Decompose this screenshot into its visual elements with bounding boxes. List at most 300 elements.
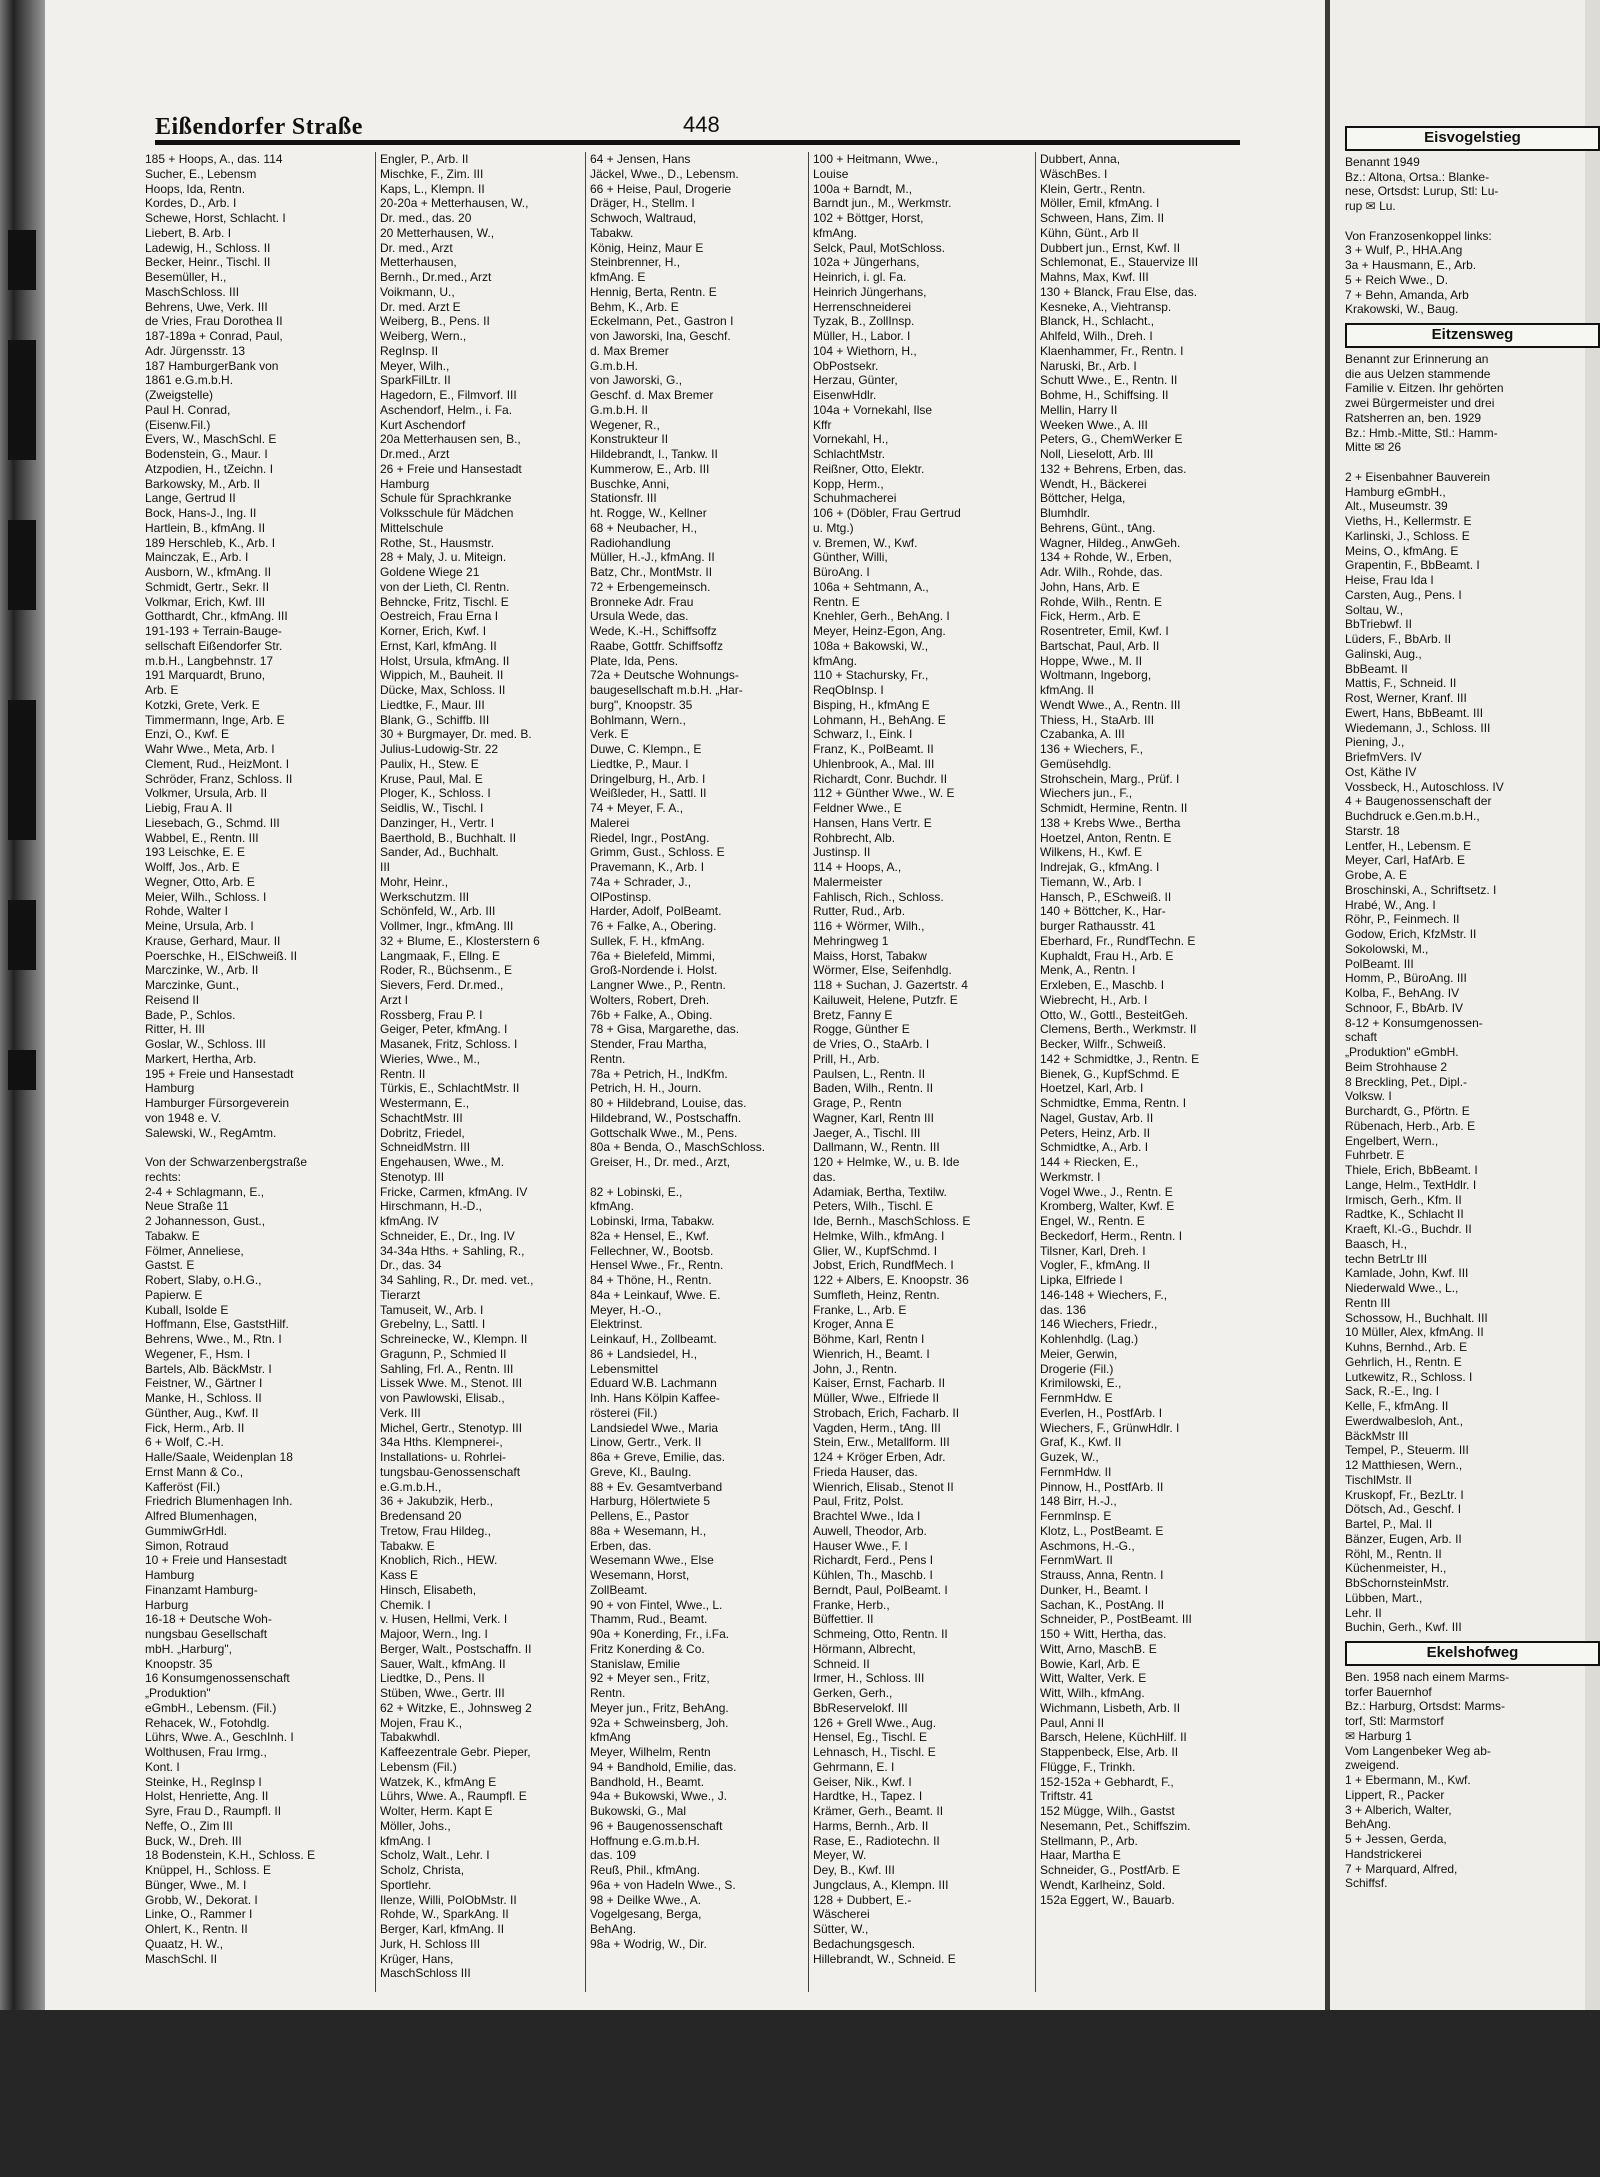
street-entry-line: Sack, R.-E., Ing. I [1345, 1384, 1440, 1399]
directory-entry-line: Bade, P., Schlos. [145, 1007, 236, 1022]
column-rule [1035, 152, 1036, 1992]
directory-entry-line: Schmidtke, A., Arb. I [1040, 1140, 1149, 1155]
directory-column-2 [380, 152, 598, 1981]
directory-entry-line: Hensel Wwe., Fr., Rentn. [590, 1258, 724, 1273]
directory-entry-line: Hagedorn, E., Filmvorf. III [380, 388, 517, 402]
directory-entry-line: 2-4 + Schlagmann, E., [145, 1184, 265, 1199]
directory-entry-line: Paul H. Conrad, [145, 402, 231, 417]
street-entry-line: Kamlade, John, Kwf. III [1345, 1266, 1469, 1281]
directory-entry-line: Dey, B., Kwf. III [813, 1863, 895, 1877]
directory-entry-line: Knoopstr. 35 [145, 1656, 213, 1671]
directory-entry-line: FernmHdw. E [1040, 1391, 1113, 1405]
directory-entry-line: Marczinke, Gunt., [145, 978, 240, 992]
directory-entry-line: Schönfeld, W., Arb. III [380, 904, 496, 919]
directory-entry-line: Weiberg, B., Pens. II [380, 314, 490, 329]
street-entry-line: 5 + Reich Wwe., D. [1345, 272, 1449, 287]
directory-entry-line: Wesemann, Horst, [590, 1568, 690, 1582]
directory-entry-line: Franke, Herb., [813, 1597, 890, 1612]
column-rule [375, 152, 376, 1992]
directory-entry-line: Uhlenbrook, A., Mal. III [813, 756, 935, 771]
directory-entry-line: Jäckel, Wwe., D., Lebensm. [590, 166, 739, 181]
directory-entry-line: Clemens, Berth., Werkmstr. II [1040, 1022, 1197, 1037]
street-entry-line: Heise, Frau Ida I [1345, 573, 1434, 587]
directory-entry-line: Fricke, Carmen, kfmAng. IV [380, 1184, 528, 1199]
directory-entry-line: 6 + Wolf, C.-H. [145, 1435, 224, 1450]
street-entry-line: Galinski, Aug., [1345, 646, 1422, 661]
directory-entry-line: Fahlisch, Rich., Schloss. [813, 889, 944, 904]
directory-entry-line: 150 + Witt, Hertha, das. [1040, 1627, 1167, 1641]
directory-entry-line: 76a + Bielefeld, Mimmi, [590, 948, 716, 963]
street-entry-line: Thiele, Erich, BbBeamt. I [1345, 1163, 1478, 1177]
directory-entry-line: 100a + Barndt, M., [813, 181, 913, 196]
directory-entry-line: Ernst, Karl, kfmAng. II [380, 638, 497, 653]
directory-entry-line: Aschendorf, Helm., i. Fa. [380, 402, 513, 417]
street-entry-line: ✉ Harburg 1 [1345, 1728, 1412, 1743]
directory-entry-line: Schneid. II [813, 1656, 870, 1671]
street-heading: Ekelshofweg [1345, 1641, 1600, 1666]
directory-entry-line: kfmAng. I [380, 1833, 431, 1848]
directory-entry-line: d. Max Bremer [590, 343, 669, 358]
directory-entry-line: Erxleben, E., Maschb. I [1040, 978, 1165, 992]
directory-entry-line: Wolthusen, Frau Irmg., [145, 1745, 267, 1759]
directory-entry-line: Mohr, Heinr., [380, 874, 449, 889]
directory-entry-line: Hoops, Ida, Rentn. [145, 181, 246, 196]
directory-entry-line: Lange, Gertrud II [145, 491, 236, 506]
directory-entry-line: Gerken, Gerh., [813, 1686, 893, 1700]
street-entry-line: Broschinski, A., Schriftsetz. I [1345, 882, 1497, 897]
directory-entry-line: Sauer, Walt., kfmAng. II [380, 1656, 506, 1671]
directory-entry-line: Robert, Slaby, o.H.G., [145, 1273, 262, 1287]
directory-entry-line: Poerschke, H., ElSchweiß. II [145, 948, 298, 963]
directory-entry-line: 92a + Schweinsberg, Joh. [590, 1715, 729, 1730]
directory-entry-line: Sahling, Frl. A., Rentn. III [380, 1361, 514, 1376]
directory-entry-line: Steinbrenner, H., [590, 255, 681, 270]
directory-entry-line: Tamuseit, W., Arb. I [380, 1302, 484, 1317]
directory-entry-line: Konstrukteur II [590, 432, 669, 447]
directory-entry-line: Bartschat, Paul, Arb. II [1040, 638, 1160, 653]
directory-entry-line: Heinrich Jüngerhans, [813, 284, 927, 299]
street-entry-line: Ewerdwalbesloh, Ant., [1345, 1413, 1464, 1428]
directory-entry-line: 100 + Heitmann, Wwe., [813, 152, 939, 166]
directory-entry-line: Kühn, Günt., Arb II [1040, 225, 1139, 240]
directory-entry-line: Wolters, Robert, Dreh. [590, 992, 710, 1007]
directory-entry-line: Mischke, F., Zim. III [380, 166, 484, 181]
directory-entry-line: G.m.b.H. [590, 358, 639, 373]
directory-entry-line: Goslar, W., Schloss. III [145, 1037, 266, 1051]
directory-entry-line: e.G.m.b.H., [380, 1479, 442, 1494]
directory-entry-line: Hoffnung e.G.m.b.H. [590, 1833, 700, 1848]
directory-entry-line: Fellechner, W., Bootsb. [590, 1243, 714, 1258]
directory-entry-line: 30 + Burgmayer, Dr. med. B. [380, 727, 532, 742]
directory-entry-line: Kühlen, Th., Maschb. I [813, 1568, 933, 1582]
street-entry-line: Benannt 1949 [1345, 154, 1420, 169]
directory-entry-line: 116 + Wörmer, Wilh., [813, 919, 925, 933]
directory-entry-line: Holst, Henriette, Ang. II [145, 1789, 269, 1804]
directory-entry-line: SparkFilLtr. II [380, 373, 451, 388]
directory-entry-line: Behrens, Wwe., M., Rtn. I [145, 1332, 282, 1346]
directory-entry-line: 148 Birr, H.-J., [1040, 1494, 1117, 1509]
directory-entry-line: Kromberg, Walter, Kwf. E [1040, 1199, 1175, 1214]
directory-entry-line: Mainczak, E., Arb. I [145, 550, 249, 565]
directory-entry-line: Behncke, Fritz, Tischl. E [380, 594, 509, 609]
directory-entry-line: Gemüsehdlg. [1040, 756, 1112, 771]
directory-entry-line: Stenotyp. III [380, 1169, 445, 1184]
directory-entry-line: Büffettier. II [813, 1612, 874, 1627]
directory-entry-line: Herzau, Günter, [813, 373, 898, 388]
directory-entry-line: 74a + Schrader, J., [590, 874, 692, 889]
street-entry-line: zweigend. [1345, 1758, 1400, 1773]
directory-entry-line: 80a + Benda, O., MaschSchloss. [590, 1140, 766, 1155]
street-entry-line: torfer Bauernhof [1345, 1684, 1432, 1699]
directory-entry-line: Westermann, E., [380, 1096, 470, 1110]
directory-entry-line: Klaenhammer, Fr., Rentn. I [1040, 343, 1184, 358]
directory-entry-line: Rutter, Rud., Arb. [813, 904, 906, 919]
street-entry-line: Vossbeck, H., Autoschloss. IV [1345, 779, 1504, 794]
street-entry-line: BehAng. [1345, 1817, 1392, 1832]
directory-entry-line: rösterei (Fil.) [590, 1405, 658, 1420]
street-entry-line: 5 + Jessen, Gerda, [1345, 1832, 1447, 1846]
directory-entry-line: Hoetzel, Anton, Rentn. E [1040, 830, 1172, 845]
directory-entry-line: 104a + Vornekahl, Ilse [813, 402, 933, 417]
directory-entry-line: Buschke, Anni, [590, 476, 670, 491]
directory-entry-line: Bernh., Dr.med., Arzt [380, 270, 492, 284]
directory-entry-line: Krämer, Gerh., Beamt. II [813, 1804, 944, 1818]
directory-entry-line: Dringelburg, H., Arb. I [590, 771, 706, 786]
directory-entry-line: Watzek, K., kfmAng E [380, 1774, 497, 1789]
directory-entry-line: 76b + Falke, A., Obing. [590, 1007, 713, 1022]
directory-entry-line: 152-152a + Gebhardt, F., [1040, 1774, 1174, 1789]
directory-entry-line: 102 + Böttger, Horst, [813, 211, 924, 225]
directory-entry-line: Bisping, H., kfmAng E [813, 697, 930, 712]
directory-entry-line: Kohlenhdlg. (Lag.) [1040, 1332, 1139, 1346]
directory-entry-line: 20-20a + Metterhausen, W., [380, 196, 529, 211]
directory-entry-line: Stanislaw, Emilie [590, 1656, 681, 1671]
directory-entry-line: 195 + Freie und Hansestadt [145, 1066, 294, 1081]
directory-entry-line: Enzi, O., Kwf. E [145, 727, 230, 742]
directory-entry-line: Mahns, Max, Kwf. III [1040, 270, 1149, 284]
directory-entry-line: MaschSchloss III [380, 1966, 471, 1981]
street-entry-line: „Produktion" eGmbH. [1345, 1045, 1459, 1059]
street-entry-line: 12 Matthiesen, Wern., [1345, 1458, 1463, 1472]
directory-entry-line: Hillebrandt, W., Schneid. E [813, 1951, 956, 1966]
directory-entry-line: Türkis, E., SchlachtMstr. II [380, 1081, 520, 1096]
directory-entry-line: burg", Knoopstr. 35 [590, 697, 693, 712]
street-entry-line: 7 + Marquard, Alfred, [1345, 1861, 1458, 1876]
street-entry-line: Sokolowski, M., [1345, 941, 1429, 956]
directory-entry-line: Verk. III [380, 1405, 421, 1420]
street-entry-line: Gehrlich, H., Rentn. E [1345, 1354, 1462, 1369]
directory-entry-line: Sucher, E., Lebensm [145, 166, 257, 181]
directory-entry-line: 20a Metterhausen sen, B., [380, 432, 521, 447]
directory-entry-line: Kffr [813, 417, 832, 432]
directory-entry-line: Grobb, W., Dekorat. I [145, 1892, 258, 1907]
directory-entry-line: 112 + Günther Wwe., W. E [813, 786, 955, 801]
directory-entry-line: 191-193 + Terrain-Bauge- [145, 624, 282, 638]
directory-entry-line: Nesemann, Pet., Schiffszim. [1040, 1818, 1191, 1833]
directory-entry-line: 144 + Riecken, E., [1040, 1155, 1139, 1169]
directory-entry-line: Paul, Fritz, Polst. [813, 1494, 904, 1509]
directory-entry-line: Mojen, Frau K., [380, 1715, 463, 1730]
directory-entry-line: Elektrinst. [590, 1317, 643, 1332]
page-number: 448 [683, 112, 720, 137]
directory-entry-line: Linke, O., Rammer I [145, 1907, 253, 1922]
directory-entry-line: Grimm, Gust., Schloss. E [590, 845, 725, 860]
directory-entry-line: 34-34a Hths. + Sahling, R., [380, 1243, 525, 1258]
directory-entry-line: Jungclaus, A., Klempn. III [813, 1877, 949, 1892]
directory-entry-line: Julius-Ludowig-Str. 22 [380, 742, 499, 756]
directory-entry-line: Tabakw. E [380, 1538, 435, 1553]
street-entry-line: Engelbert, Wern., [1345, 1133, 1439, 1148]
directory-entry-line: Oestreich, Frau Erna I [380, 609, 499, 624]
directory-entry-line: Barsch, Helene, KüchHilf. II [1040, 1730, 1187, 1745]
street-entry-line: Kruskopf, Fr., BezLtr. I [1345, 1487, 1464, 1502]
directory-entry-line: Halle/Saale, Weidenplan 18 [145, 1450, 293, 1464]
directory-entry-line: Voikmann, U., [380, 284, 455, 299]
directory-entry-line: 152 Mügge, Wilh., Gastst [1040, 1804, 1175, 1818]
directory-entry-line: Landsiedel Wwe., Maria [590, 1420, 719, 1435]
street-entry-line: Buchdruck e.Gen.m.b.H., [1345, 809, 1480, 823]
directory-entry-line: Evers, W., MaschSchl. E [145, 432, 277, 447]
directory-entry-line: Fernmlnsp. E [1040, 1509, 1112, 1523]
directory-entry-line: Sumfleth, Heinz, Rentn. [813, 1287, 940, 1302]
directory-entry-line: Müller, Wwe., Elfriede II [813, 1391, 940, 1405]
directory-entry-line: Strobach, Erich, Facharb. II [813, 1405, 960, 1420]
directory-entry-line: Raabe, Gottfr. Schiffsoffz [590, 638, 723, 653]
directory-entry-line: Wiechers, F., GrünwHdlr. I [1040, 1420, 1180, 1435]
directory-entry-line: Tyzak, B., ZollInsp. [813, 314, 915, 329]
directory-entry-line: Günther, Willi, [813, 550, 888, 565]
street-entry-line: Kolba, F., BehAng. IV [1345, 986, 1460, 1000]
directory-entry-line: kfmAng [590, 1730, 631, 1745]
directory-entry-line: Volkmer, Ursula, Arb. II [145, 786, 268, 801]
directory-entry-line: Erben, das. [590, 1538, 652, 1553]
directory-entry-line: Greiser, H., Dr. med., Arzt, [590, 1155, 731, 1169]
street-entry-line: 2 + Eisenbahner Bauverein [1345, 469, 1491, 484]
directory-entry-line: Stüben, Wwe., Gertr. III [380, 1686, 505, 1700]
street-entry-line: Ewert, Hans, BbBeamt. III [1345, 705, 1484, 720]
street-entry-line: torf, Stl: Marmstorf [1345, 1714, 1444, 1728]
directory-entry-line: Schneider, G., PostfArb. E [1040, 1863, 1181, 1877]
directory-entry-line: Schutt Wwe., E., Rentn. II [1040, 373, 1178, 388]
street-entry-line: Godow, Erich, KfzMstr. II [1345, 927, 1477, 941]
directory-entry-line: Fritz Konerding & Co. [590, 1641, 705, 1656]
directory-entry-line: 20 Metterhausen, W., [380, 225, 495, 240]
directory-entry-line: Louise [813, 166, 849, 181]
directory-entry-line: Reißner, Otto, Elektr. [813, 461, 925, 476]
directory-entry-line: Thamm, Rud., Beamt. [590, 1612, 708, 1627]
directory-entry-line: Mellin, Harry II [1040, 402, 1118, 417]
directory-entry-line: Sullek, F. H., kfmAng. [590, 933, 705, 948]
directory-entry-line: Finanzamt Hamburg- [145, 1582, 258, 1597]
directory-entry-line: Hamburg [145, 1568, 195, 1582]
directory-entry-line: Eckelmann, Pet., Gastron I [590, 314, 734, 329]
directory-entry-line: Schreinecke, W., Klempn. II [380, 1332, 528, 1346]
directory-entry-line: Wabbel, E., Rentn. III [145, 830, 259, 845]
directory-entry-line: 16 Konsumgenossenschaft [145, 1671, 290, 1686]
directory-entry-line: Korner, Erich, Kwf. I [380, 624, 487, 638]
directory-entry-line: Ritter, H. III [145, 1022, 206, 1037]
street-entry-line: Ratsherren an, ben. 1929 [1345, 410, 1482, 425]
directory-entry-line: 94a + Bukowski, Wwe., J. [590, 1789, 728, 1804]
directory-entry-line: Kotzki, Grete, Verk. E [145, 697, 260, 712]
directory-entry-line: von der Lieth, Cl. Rentn. [380, 579, 510, 594]
street-entry-line: 3a + Hausmann, E., Arb. [1345, 258, 1477, 272]
directory-entry-line [590, 1170, 808, 1185]
directory-entry-line: 146 Wiechers, Friedr., [1040, 1317, 1158, 1332]
street-entry-line: Beim Strohhause 2 [1345, 1059, 1448, 1074]
directory-entry-line: Vollmer, Ingr., kfmAng. III [380, 919, 514, 933]
street-entry-line: Dötsch, Ad., Geschf. I [1345, 1502, 1462, 1517]
directory-entry-line: 98a + Wodrig, W., Dir. [590, 1936, 707, 1951]
directory-entry-line: Bock, Hans-J., Ing. II [145, 506, 257, 520]
directory-entry-line: Meine, Ursula, Arb. I [145, 919, 254, 933]
directory-entry-line: Bienek, G., KupfSchmd. E [1040, 1066, 1180, 1081]
directory-entry-line: Franz, K., PolBeamt. II [813, 742, 934, 756]
directory-entry-line: Dr., das. 34 [380, 1258, 442, 1273]
directory-entry-line: Inh. Hans Kölpin Kaffee- [590, 1391, 720, 1405]
directory-entry-line: Knehler, Gerh., BehAng. I [813, 609, 950, 624]
directory-entry-line: Wegner, Otto, Arb. E [145, 874, 255, 889]
directory-entry-line: Klotz, L., PostBeamt. E [1040, 1523, 1164, 1538]
directory-entry-line: kfmAng. II [1040, 683, 1095, 697]
directory-entry-line: Weißleder, H., Sattl. II [590, 786, 707, 801]
directory-entry-line: Lührs, Wwe. A., GeschInh. I [145, 1730, 294, 1745]
directory-entry-line: Witt, Walter, Verk. E [1040, 1671, 1147, 1686]
directory-entry-line: OlPostinsp. [590, 889, 652, 904]
street-entry-line: PolBeamt. III [1345, 956, 1414, 971]
street-entry-line: Niederwald Wwe., L., [1345, 1281, 1459, 1295]
directory-entry-line: Kaiser, Ernst, Facharb. II [813, 1376, 946, 1391]
directory-entry-line: Steinke, H., RegInsp I [145, 1774, 262, 1789]
directory-entry-line: Wörmer, Else, Seifenhdlg. [813, 963, 952, 978]
directory-entry-line: Baden, Wilh., Rentn. II [813, 1081, 934, 1096]
directory-entry-line: Volkmar, Erich, Kwf. III [145, 594, 266, 609]
directory-entry-line: 136 + Wiechers, F., [1040, 742, 1144, 756]
directory-entry-line: Liedtke, F., Maur. III [380, 697, 485, 712]
directory-entry-line: 1861 e.G.m.b.H. [145, 373, 234, 388]
directory-entry-line: Meier, Wilh., Schloss. I [145, 889, 267, 904]
street-entry-line: Lippert, R., Packer [1345, 1787, 1445, 1802]
directory-entry-line: Mittelschule [380, 520, 444, 535]
directory-entry-line: Grage, P., Rentn [813, 1096, 902, 1110]
directory-entry-line: Krüger, Hans, [380, 1951, 454, 1966]
street-entry-line: BriefmVers. IV [1345, 750, 1422, 764]
directory-entry-line: 86 + Landsiedel, H., [590, 1346, 698, 1361]
directory-entry-line: Atzpodien, H., tZeichn. I [145, 461, 274, 476]
directory-entry-line: 96 + Baugenossenschaft [590, 1818, 723, 1833]
directory-entry-line: Guzek, W., [1040, 1450, 1099, 1464]
directory-entry-line: MaschSchloss. III [145, 284, 240, 299]
directory-entry-line: Rehacek, W., Fotohdlg. [145, 1715, 270, 1730]
street-entry-line: 3 + Alberich, Walter, [1345, 1802, 1452, 1817]
street-entry-line: Schnoor, F., BbArb. IV [1345, 1000, 1464, 1015]
directory-entry-line: Kurt Aschendorf [380, 417, 466, 432]
directory-entry-line: 130 + Blanck, Frau Else, das. [1040, 284, 1198, 299]
street-entry-line: Volksw. I [1345, 1089, 1392, 1104]
directory-entry-line: Barndt jun., M., Werkmstr. [813, 196, 952, 211]
directory-entry-line: Kesneke, A., Viehtransp. [1040, 299, 1172, 314]
street-entry-line: BäckMstr III [1345, 1428, 1409, 1443]
street-entry-line: Lentfer, H., Lebensm. E [1345, 838, 1472, 853]
street-entry-line: BbTriebwf. II [1345, 617, 1412, 632]
street-entry-line: Grapentin, F., BbBeamt. I [1345, 558, 1480, 573]
directory-entry-line: Tiemann, W., Arb. I [1040, 874, 1142, 889]
directory-entry-line: Bowie, Karl, Arb. E [1040, 1656, 1141, 1671]
directory-entry-line: Wegener, R., [590, 417, 660, 432]
directory-entry-line: Friedrich Blumenhagen Inh. [145, 1494, 293, 1509]
street-entry-line: Kuhns, Bernhd., Arb. E [1345, 1340, 1468, 1354]
directory-entry-line: burger Rathausstr. 41 [1040, 919, 1156, 933]
directory-entry-line: Installations- u. Rohrlei- [380, 1450, 507, 1464]
directory-entry-line: Danzinger, H., Vertr. I [380, 815, 495, 830]
directory-entry-line: 32 + Blume, E., Klosterstern 6 [380, 933, 540, 948]
directory-entry-line: Hartlein, B., kfmAng. II [145, 520, 266, 535]
directory-entry-line: Wahr Wwe., Meta, Arb. I [145, 742, 275, 756]
scan-background [0, 2010, 1600, 2177]
directory-entry-line: Beckedorf, Herm., Rentn. I [1040, 1228, 1183, 1243]
book-spine [0, 0, 45, 2010]
directory-entry-line: Barkowsky, M., Arb. II [145, 476, 261, 491]
street-entry-line: Bänzer, Eugen, Arb. II [1345, 1531, 1462, 1546]
directory-entry-line: das. [813, 1169, 836, 1184]
directory-entry-line: Berger, Walt., Postschaffn. II [380, 1641, 532, 1656]
directory-entry-line: Selck, Paul, MotSchloss. [813, 240, 946, 255]
directory-entry-line: Triftstr. 41 [1040, 1789, 1093, 1804]
directory-entry-line: Mehringweg 1 [813, 933, 889, 948]
directory-entry-line: Timmermann, Inge, Arb. E [145, 712, 285, 727]
directory-entry-line: Arzt I [380, 992, 409, 1007]
directory-entry-line: Holst, Ursula, kfmAng. II [380, 653, 510, 668]
street-entry-line: Bartel, P., Mal. II [1345, 1517, 1433, 1531]
directory-entry-line: Rohde, Walter I [145, 904, 228, 919]
directory-entry-line: Hinsch, Elisabeth, [380, 1582, 477, 1597]
street-entry-line: Lüders, F., BbArb. II [1345, 632, 1452, 646]
directory-entry-line: Werkmstr. I [1040, 1169, 1101, 1184]
directory-entry-line: tungsbau-Genossenschaft [380, 1464, 521, 1479]
directory-entry-line: Roder, R., Büchsenm., E [380, 963, 513, 978]
directory-entry-line: eGmbH., Lebensm. (Fil.) [145, 1700, 277, 1715]
directory-entry-line: Metterhausen, [380, 255, 457, 270]
directory-entry-line: Schwoch, Waltraud, [590, 211, 697, 225]
directory-entry-line: Michel, Gertr., Stenotyp. III [380, 1420, 523, 1435]
directory-entry-line: Rosentreter, Emil, Kwf. I [1040, 624, 1169, 638]
street-entries [1345, 352, 1600, 1635]
directory-entry-line: Noll, Lieselott, Arb. III [1040, 447, 1154, 461]
directory-entry-line: Berndt, Paul, PolBeamt. I [813, 1582, 948, 1597]
directory-entry-line: Meyer, Wilhelm, Rentn [590, 1745, 711, 1759]
street-entry-line: Rübenach, Herb., Arb. E [1345, 1118, 1476, 1133]
directory-column-1 [145, 152, 363, 1966]
street-entry-line: Kelle, F., kfmAng. II [1345, 1399, 1449, 1413]
street-entry-line: rup ✉ Lu. [1345, 199, 1396, 213]
directory-entry-line: Kaffeezentrale Gebr. Pieper, [380, 1745, 531, 1759]
street-entry-line: BbBeamt. II [1345, 661, 1408, 676]
street-entry-line: Röhr, P., Feinmech. II [1345, 912, 1460, 927]
directory-entry-line: Rentn. II [380, 1066, 426, 1081]
directory-entry-line: Vagden, Herm., tAng. III [813, 1420, 941, 1435]
directory-entry-line: Richardt, Conr. Buchdr. II [813, 771, 948, 786]
street-entry-line: 3 + Wulf, P., HHA.Ang [1345, 243, 1463, 258]
directory-entry-line: Baerthold, B., Buchhalt. II [380, 830, 517, 845]
directory-entry-line: 34 Sahling, R., Dr. med. vet., [380, 1273, 534, 1287]
directory-entry-line: 82 + Lobinski, E., [590, 1184, 683, 1199]
street-entry-line: Hamburg eGmbH., [1345, 484, 1446, 499]
street-entry-line: 1 + Ebermann, M., Kwf. [1345, 1773, 1471, 1787]
directory-entry-line: Blumhdlr. [1040, 506, 1091, 520]
directory-entry-line: Engler, P., Arb. II [380, 152, 469, 166]
directory-entry-line: Blank, G., Schiffb. III [380, 712, 490, 727]
directory-entry-line: Peters, Wilh., Tischl. E [813, 1199, 934, 1214]
